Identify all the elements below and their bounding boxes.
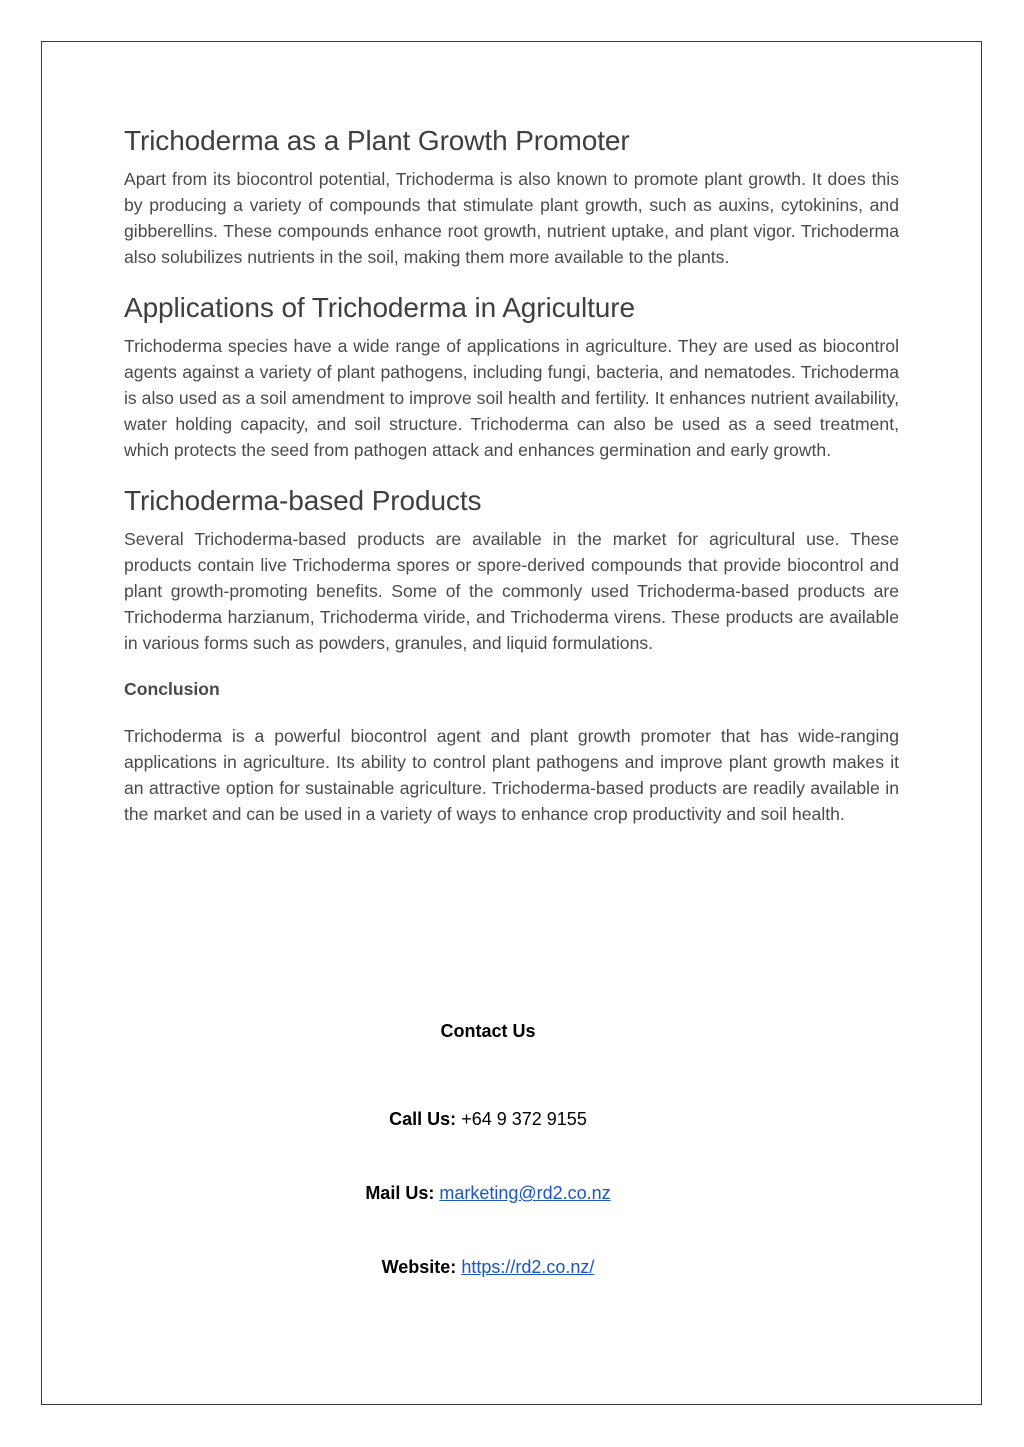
section-title-products: Trichoderma-based Products [124, 485, 482, 516]
conclusion-heading: Conclusion [124, 679, 220, 699]
section-body-growth-promoter: Apart from its biocontrol potential, Trichoderma is also known to promote plant growth. It does this by producing a variety of compounds that stimulate plant growth, such as auxins, cytokinins, and gibberellins. These compounds enhance root growth, nutrient uptake, and plant vigor. Trichoderma also solubilizes nutrients in the soil, making them more available to the plants. [124, 169, 899, 267]
conclusion-body: Trichoderma is a powerful biocontrol agent and plant growth promoter that has wide-ranging applications in agriculture. Its ability to control plant pathogens and improve plant growth makes it an attractive option for sustainable agriculture. Trichoderma-based products are readily available in the market and can be used in a variety of ways to enhance crop productivity and soil health. [124, 726, 899, 824]
email-link[interactable]: marketing@rd2.co.nz [439, 1183, 611, 1203]
section-body-products: Several Trichoderma-based products are available in the market for agricultural use. These products contain live Trichoderma spores or spore-derived compounds that provide biocontrol and plant growth-promoting benefits. Some of the commonly used Trichoderma-based products are Trichoderma harzianum, Trichoderma viride, and Trichoderma virens. These products are available in various forms such as powders, granules, and liquid formulations. [124, 529, 899, 653]
section-title-applications: Applications of Trichoderma in Agriculture [124, 292, 635, 323]
call-label: Call Us: [389, 1109, 457, 1129]
website-link[interactable]: https://rd2.co.nz/ [461, 1257, 595, 1277]
mail-label: Mail Us: [365, 1183, 435, 1203]
phone-number: +64 9 372 9155 [461, 1109, 587, 1129]
contact-heading [0, 1021, 976, 1042]
article-body [124, 123, 899, 847]
contact-call [0, 1109, 976, 1130]
contact-mail [0, 1183, 976, 1204]
section-body-applications: Trichoderma species have a wide range of applications in agriculture. They are used as biocontrol agents against a variety of plant pathogens, including fungi, bacteria, and nematodes. Trichoderma is also used as a soil amendment to improve soil health and fertility. It enhances nutrient availability, water holding capacity, and soil structure. Trichoderma can also be used as a seed treatment, which protects the seed from pathogen attack and enhances germination and early growth. [124, 336, 899, 460]
contact-website [0, 1257, 976, 1278]
section-title-growth-promoter: Trichoderma as a Plant Growth Promoter [124, 125, 630, 156]
contact-heading-text: Contact Us [440, 1021, 536, 1041]
website-label: Website: [381, 1257, 457, 1277]
